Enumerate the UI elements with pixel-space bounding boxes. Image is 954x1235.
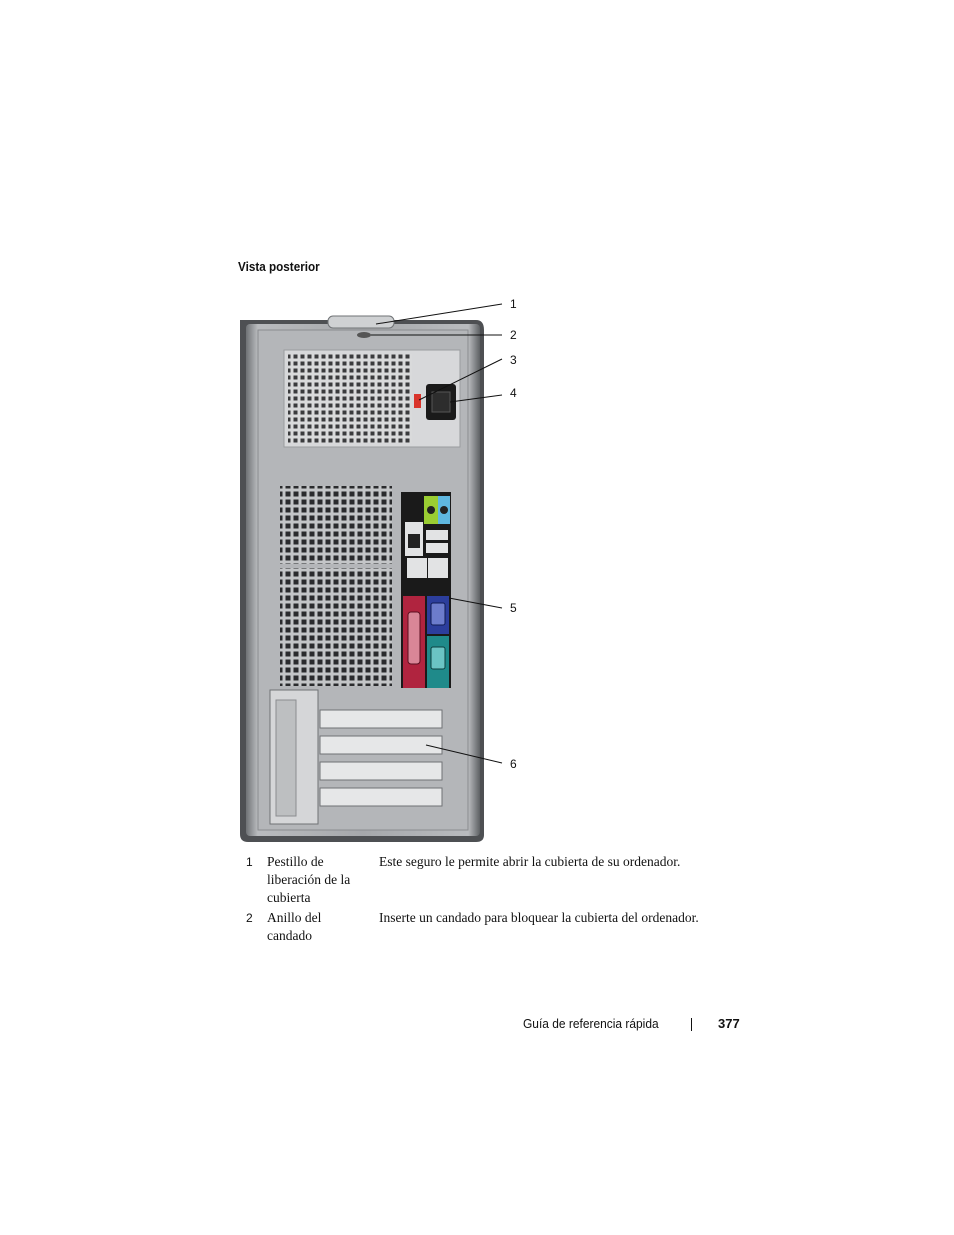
lower-vent: [280, 568, 392, 686]
callout-5: 5: [510, 601, 517, 615]
legend-description: Inserte un candado para bloquear la cubierta del ordenador.: [379, 910, 699, 925]
callout-4: 4: [510, 386, 517, 400]
legend-description: Este seguro le permite abrir la cubierta de su ordenador.: [379, 854, 681, 869]
expansion-slot: [320, 762, 442, 780]
rear-view-figure: [236, 290, 536, 850]
cover-release-latch: [328, 316, 394, 328]
usb-port: [428, 558, 448, 578]
power-connector-socket: [432, 392, 450, 412]
voltage-selection-switch: [414, 394, 421, 408]
page-number: 377: [718, 1016, 740, 1031]
expansion-slot: [320, 710, 442, 728]
legend-row: [240, 909, 740, 949]
section-heading: Vista posterior: [238, 259, 320, 274]
footer-title: Guía de referencia rápida: [523, 1016, 659, 1031]
usb-port: [407, 558, 427, 578]
callout-3: 3: [510, 353, 517, 367]
expansion-slot: [320, 788, 442, 806]
callout-1: 1: [510, 297, 517, 311]
upper-vent: [280, 486, 392, 564]
psu-vent: [288, 354, 412, 443]
usb-port: [426, 530, 448, 540]
expansion-slot: [320, 736, 442, 754]
legend-term: Anillo del candado: [267, 910, 322, 943]
legend-table: [240, 853, 740, 949]
usb-port: [426, 543, 448, 553]
footer-separator: [691, 1018, 692, 1031]
legend-term: Pestillo de liberación de la cubierta: [267, 854, 351, 905]
callout-6: 6: [510, 757, 517, 771]
computer-tower-illustration: [236, 290, 536, 850]
legend-row: [240, 853, 740, 909]
padlock-ring: [357, 332, 371, 338]
callout-2: 2: [510, 328, 517, 342]
legend-number: 2: [246, 911, 253, 925]
legend-number: 1: [246, 855, 253, 869]
